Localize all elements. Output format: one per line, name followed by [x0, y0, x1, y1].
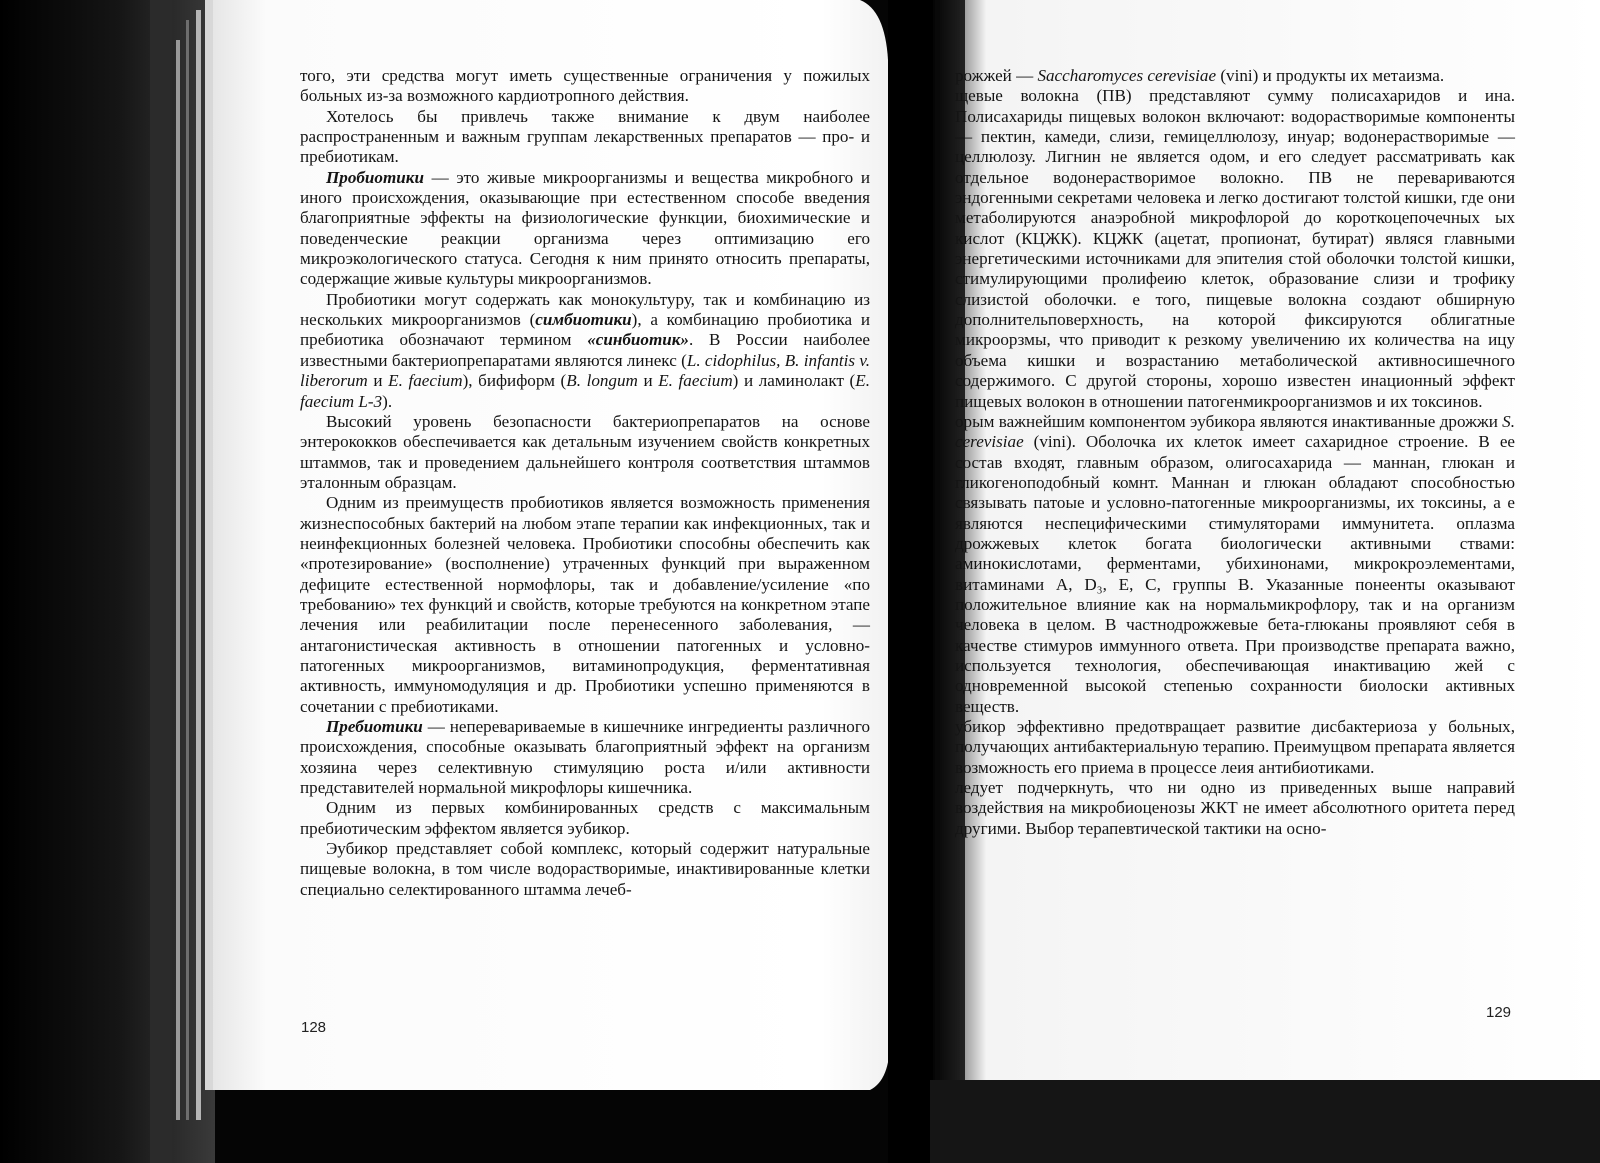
text-run: ледует подчеркнуть, что ни одно из приведенных выше направий воздействия на микробиоценозы ЖКТ не имеет абсолютного оритета перед другими. Выбор терапевтической тактики на осно-: [955, 778, 1515, 838]
text-run: Высокий уровень безопасности бактериопрепаратов на основе энтерококков обеспечивается как детальным изучением свойств конкретных штаммов, так и проведением дальнейшего контроля соответствия штаммов эталонным образцам.: [300, 411, 870, 492]
paragraph: [955, 717, 1515, 778]
right-page-body: [955, 66, 1515, 839]
text-run: ), бифиформ (: [462, 371, 567, 391]
text-run: — неперевариваемые в кишечнике ингредиенты различного происхождения, способные оказывать благоприятный эффект на организм хозяина через селективную стимуляцию роста и/или активности представителей нормальной микрофлоры кишечника.: [300, 717, 870, 798]
term-highlight: Пребиотики: [326, 717, 423, 736]
page-number-left: 128: [301, 1019, 327, 1036]
text-run: Одним из первых комбинированных средств с максимальным пребиотическим эффектом является эубикор.: [300, 798, 870, 838]
paragraph: [955, 412, 1515, 717]
text-run: Хотелось бы привлечь также внимание к двум наиболее распространенным и важным группам лекарственных препаратов — про- и пребиотикам.: [300, 106, 870, 167]
text-run: ) и ламинолакт (: [732, 371, 856, 391]
latin-name: Saccharomyces cerevisiae: [1037, 66, 1217, 85]
text-run: Эубикор представляет собой комплекс, который содержит натуральные пищевые волокна, в том числе водорастворимые, инактивированные клетки специально селектированного штамма лечеб-: [300, 839, 870, 899]
latin-name: S. cerevisiae: [955, 411, 1515, 452]
paragraph: [955, 778, 1515, 839]
paragraph: [955, 66, 1515, 86]
left-page-body: [300, 66, 870, 900]
latin-name: E. faecium: [388, 371, 463, 391]
text-run: (vini) и продукты их метаизма.: [1216, 66, 1445, 85]
paragraph: [300, 412, 870, 493]
latin-name: B. longum: [566, 371, 638, 391]
latin-name: E. faecium: [658, 371, 733, 391]
text-run: ).: [382, 391, 393, 411]
text-run: того, эти средства могут иметь существенные ограничения у пожилых больных из-за возможного кардиотропного действия.: [300, 66, 870, 106]
text-run: орым важнейшим компонентом эубикора являются инактиванные дрожжи: [955, 411, 1503, 431]
paragraph: [955, 86, 1515, 412]
paragraph: [300, 66, 870, 107]
text-run: убикор эффективно предотвращает развитие дисбактериоза у больных, получающих антибактериальную терапию. Преимущвом препарата является возможность его приема в процессе леия антибиотиками.: [955, 717, 1515, 777]
paragraph: [300, 839, 870, 900]
text-run: — это живые микроорганизмы и вещества микробного и иного происхождения, оказывающие при естественном способе введения благоприятные эффекты на физиологические функции, биохимические и поведенческие реакции организма через оптимизацию его микроэкологического статуса. Сегодня к ним принято относить препараты, содержащие живые культуры микроорганизмов.: [300, 167, 870, 289]
text-run: рожжей —: [955, 66, 1038, 85]
paragraph: [300, 798, 870, 839]
term-highlight: «синбиотик»: [587, 330, 689, 350]
paragraph: [300, 107, 870, 168]
text-run: ), а комбинацию пробиотика и пребиотика обозначают термином: [300, 310, 870, 350]
text-run: щевые волокна (ПВ) представляют сумму полисахаридов и ина. Полисахариды пищевых волокон включают: водорастворимые компоненты — пектин, камеди, слизи, гемицеллюлозу, инуар; водонерастворимые — целлюлозу. Лигнин не является одом, и его следует рассматривать как отдельное водонерастворимое волокно. ПВ не перевариваются эндогенными секретами человека и легко достигают толстой кишки, где они метаболируются анаэробной микрофлорой до короткоцепочечных ых кислот (КЦЖК). КЦЖК (ацетат, пропионат, бутират) являся главными энергетическими источниками для эпителия стой оболочки толстой кишки, стимулирующими пролифеию клеток, образование слизи и трофику слизистой оболочки. е того, пищевые волокна создают обширную дополнительповерхность, на которой фиксируются облигатные микроорзмы, что приводит к резкому увеличению их количества на ицу объема кишки и возрастанию метаболической активносишечного содержимого. С другой стороны, хорошо известен инационный эффект пищевых волокон в отношении патогенмикроорганизмов и их токсинов.: [955, 86, 1515, 411]
paragraph: [300, 493, 870, 717]
text-run: (vini). Оболочка их клеток имеет сахаридное строение. В ее состав входят, главным образом, олигосахарида — маннан, глюкан и гликогеноподобный комнт. Маннан и глюкан обладают способностью связывать патоые и условно-патогенные микроорганизмы, их токсины, а е являются неспецифическими стимуляторами иммунитета. оплазма дрожжевых клеток богата биологически активными ствами: аминокислотами, ферментами, убихинонами, микрокроэлементами, витаминами А, D₃, Е, С, группы В. Указанные понеенты оказывают положительное влияние как на нормальмикрофлору, так и на организм человека в целом. В частнодрожжевые бета-глюканы проявляют себя в качестве стимуров иммунного ответа. При производстве препарата важно, используется технология, обеспечивающая инактивацию жей с одновременной высокой степенью сохранности биолоски активных веществ.: [955, 432, 1515, 716]
paragraph: [300, 290, 870, 412]
paragraph: [300, 168, 870, 290]
term-highlight: Пробиотики: [326, 167, 424, 187]
text-run: Пробиотики могут содержать как монокультуру, так и комбинацию из нескольких микроорганизмов (: [300, 289, 870, 330]
text-run: Одним из преимуществ пробиотиков является возможность применения жизнеспособных бактерий на любом этапе терапии как инфекционных, так и неинфекционных болезней человека. Пробиотики способны обеспечить как «протезирование» (восполнение) утраченных функций при выраженном дефиците естественной нормофлоры, так и добавление/усиление «по требованию» тех функций и свойств, которые требуются на конкретном этапе лечения или реабилитации после перенесенного заболевания, — антагонистическая активность в отношении патогенных и условно-патогенных микроорганизмов, витаминопродукция, ферментативная активность, иммуномодуляция и др. Пробиотики успешно применяются в сочетании с пребиотиками.: [300, 493, 870, 716]
latin-name: E. faecium L-3: [300, 371, 870, 411]
paragraph: [300, 717, 870, 798]
term-highlight: симбиотики: [535, 310, 632, 330]
text-run: и: [637, 371, 659, 391]
page-number-right: 129: [1486, 1004, 1512, 1021]
latin-name: L. cidophilus, B. infantis v. liberorum: [300, 350, 870, 391]
text-run: . В России наиболее известными бактериопрепаратами являются линекс (: [300, 330, 871, 370]
text-run: и: [367, 371, 389, 391]
